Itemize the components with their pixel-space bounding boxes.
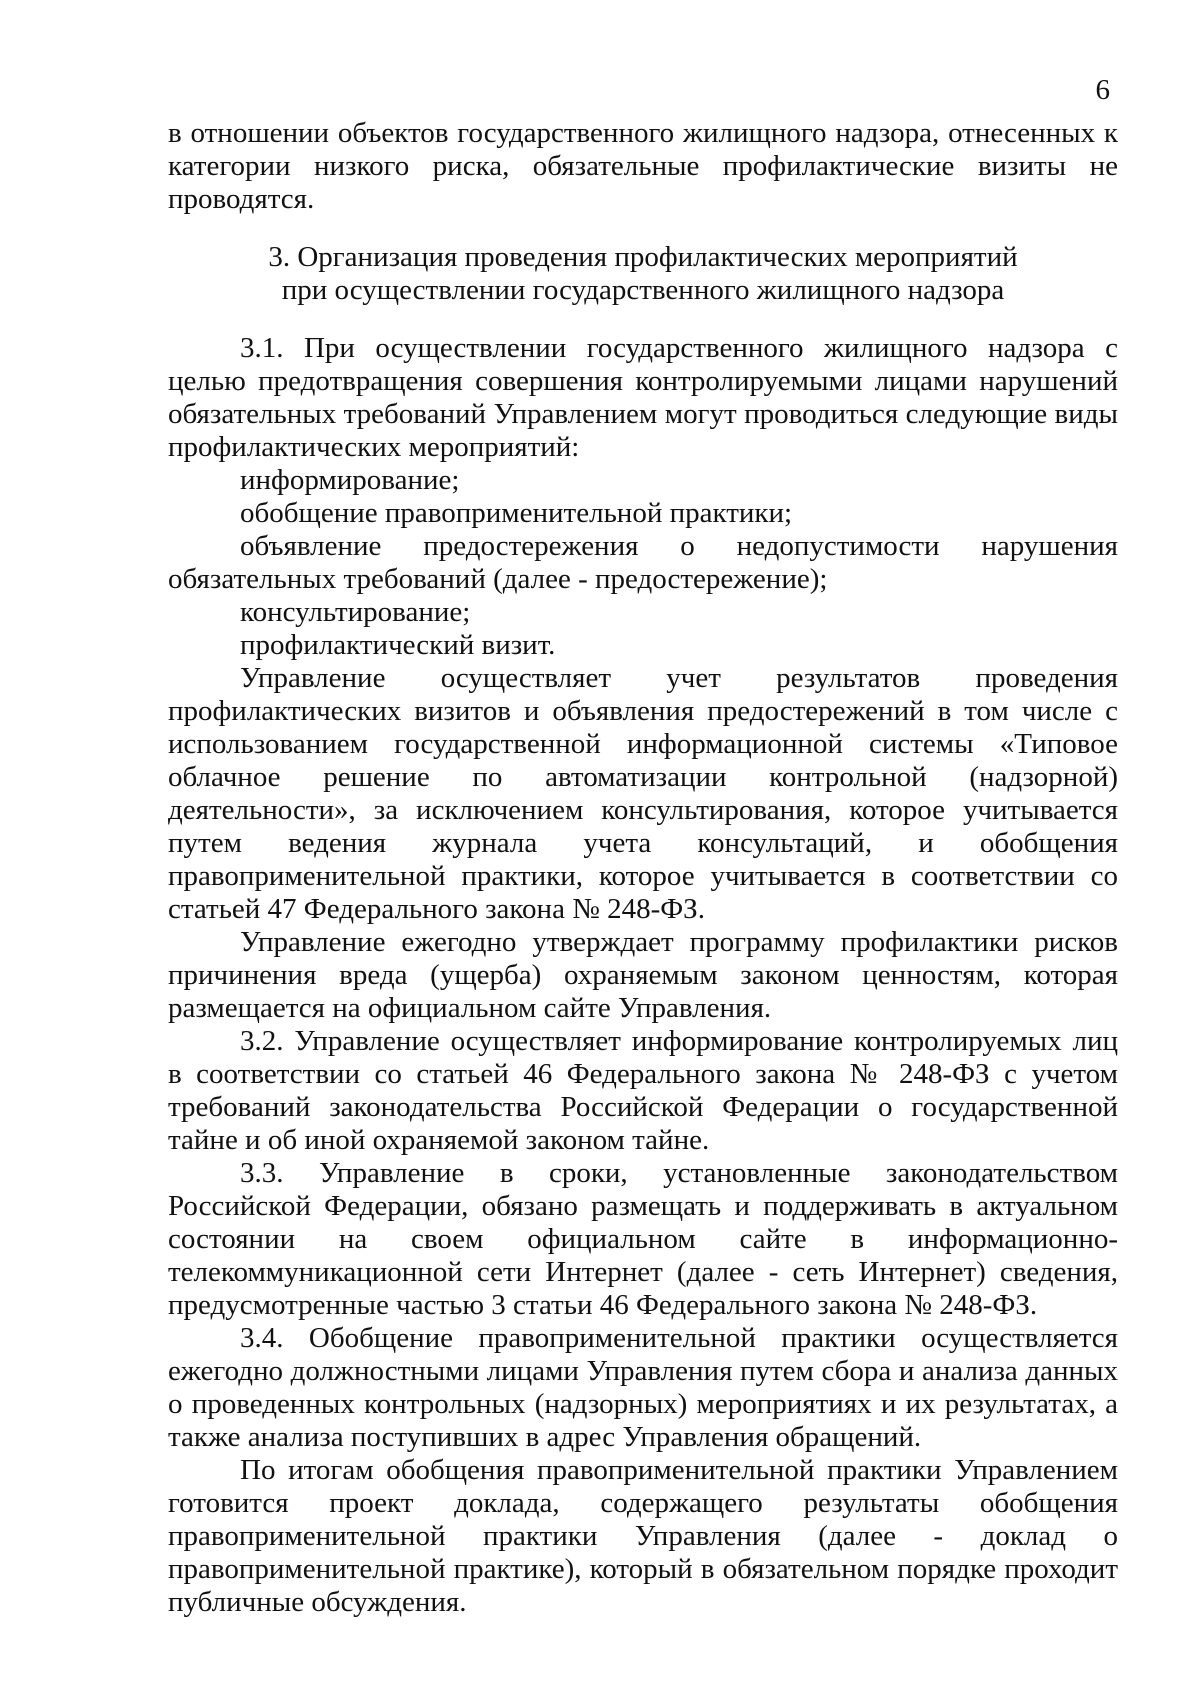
paragraph-3-4: 3.4. Обобщение правоприменительной практики осуществляется ежегодно должностными лицами Управления путем сбора и анализа данных о проведенных контрольных (надзорных) мероприятиях и их результатах, а также анализа поступивших в адрес Управления обращений. (168, 1322, 1118, 1453)
paragraph-3-3: 3.3. Управление в сроки, установленные законодательством Российской Федерации, обязано размещать и поддерживать в актуальном состоянии на своем официальном сайте в информационно-телекоммуникационной сети Интернет (далее - сеть Интернет) сведения, предусмотренные частью 3 статьи 46 Федерального закона № 248-ФЗ. (168, 1157, 1118, 1321)
section-heading-line-1: 3. Организация проведения профилактических мероприятий (268, 241, 1018, 273)
paragraph-program: Управление ежегодно утверждает программу профилактики рисков причинения вреда (ущерба) охраняемым законом ценностям, которая размещается на официальном сайте Управления. (168, 926, 1118, 1024)
list-item-consulting: консультирование; (240, 596, 471, 628)
paragraph-accounting: Управление осуществляет учет результатов проведения профилактических визитов и объявления предостережений в том числе с использованием государственной информационной системы «Типовое облачное решение по автоматизации контрольной (надзорной) деятельности», за исключением консультирования, которое учитывается путем ведения журнала учета консультаций, и обобщения правоприменительной практики, которое учитывается в соответствии со статьей 47 Федерального закона № 248-ФЗ. (168, 662, 1118, 925)
paragraph-report: По итогам обобщения правоприменительной практики Управлением готовится проект доклада, содержащего результаты обобщения правоприменительной практики Управления (далее - доклад о правоприменительной практике), который в обязательном порядке проходит публичные обсуждения. (168, 1454, 1118, 1618)
document-body (168, 117, 1118, 1619)
list-item-generalization: обобщение правоприменительной практики; (240, 497, 793, 529)
paragraph-continuation: в отношении объектов государственного жилищного надзора, отнесенных к категории низкого риска, обязательные профилактические визиты не проводятся. (168, 117, 1118, 215)
list-item-warning: объявление предостережения о недопустимости нарушения обязательных требований (далее - предостережение); (168, 530, 1118, 595)
section-heading-line-2: при осуществлении государственного жилищного надзора (281, 274, 1005, 306)
list-item-visit: профилактический визит. (240, 629, 556, 661)
list-item-informing: информирование; (240, 464, 460, 496)
page-number: 6 (1095, 74, 1110, 106)
section-heading (168, 241, 1118, 307)
paragraph-3-2: 3.2. Управление осуществляет информирование контролируемых лиц в соответствии со статьей 46 Федерального закона № 248-ФЗ с учетом требований законодательства Российской Федерации о государственной тайне и об иной охраняемой законом тайне. (168, 1025, 1118, 1156)
paragraph-3-1: 3.1. При осуществлении государственного жилищного надзора с целью предотвращения совершения контролируемыми лицами нарушений обязательных требований Управлением могут проводиться следующие виды профилактических мероприятий: (168, 332, 1118, 463)
